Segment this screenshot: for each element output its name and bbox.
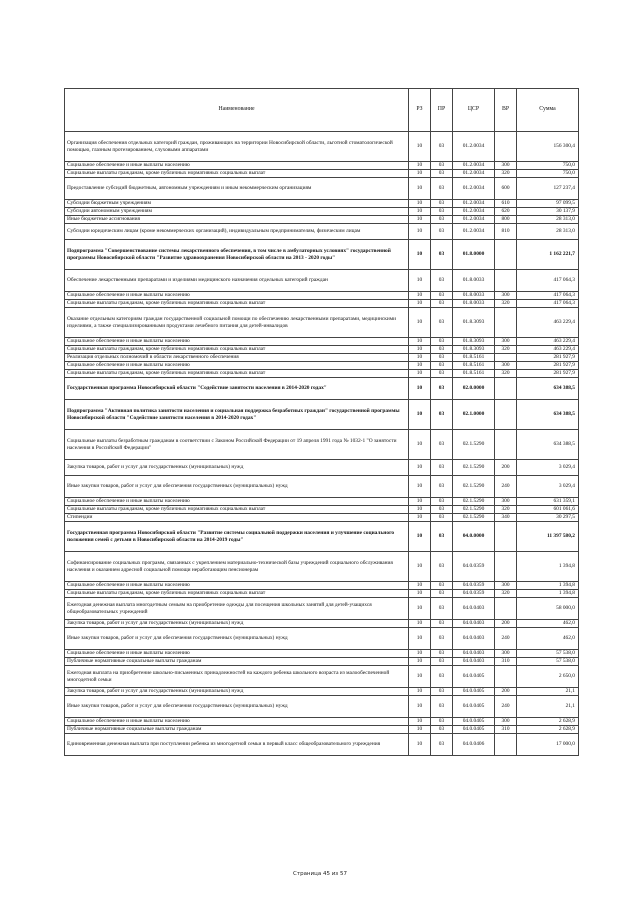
- cell-rz: 10: [409, 162, 431, 170]
- cell-rz: 10: [409, 476, 431, 498]
- table-row: [65, 292, 579, 300]
- table-row: [65, 620, 579, 628]
- cell-vr: [495, 400, 517, 430]
- cell-vr: 300: [495, 362, 517, 370]
- cell-pr: 03: [431, 308, 453, 338]
- cell-sum: 417 064,3: [517, 300, 579, 308]
- cell-sum: 750,0: [517, 162, 579, 170]
- cell-sum: 28 313,0: [517, 216, 579, 224]
- cell-vr: 600: [495, 178, 517, 200]
- table-row: [65, 200, 579, 208]
- table-body: [65, 132, 579, 756]
- cell-name: Закупка товаров, работ и услуг для государственных (муниципальных) нужд: [65, 688, 409, 696]
- table-row: [65, 666, 579, 688]
- cell-name: Закупка товаров, работ и услуг для государственных (муниципальных) нужд: [65, 620, 409, 628]
- cell-rz: 10: [409, 514, 431, 522]
- budget-table-container: [64, 88, 578, 756]
- table-row: [65, 688, 579, 696]
- cell-rz: 10: [409, 300, 431, 308]
- cell-pr: 03: [431, 726, 453, 734]
- cell-rz: 10: [409, 522, 431, 552]
- header-pr: ПР: [431, 89, 453, 132]
- cell-name: Субсидии юридическим лицам (кроме некоммерческих организаций), индивидуальным предпринимателям, физическим лицам: [65, 224, 409, 240]
- cell-name: Социальное обеспечение и иные выплаты населению: [65, 338, 409, 346]
- cell-sum: 1 394,8: [517, 552, 579, 582]
- cell-name: Софинансирование социальных программ, связанных с укреплением материально-технической базы учреждений социального обслуживания населения и оказанием адресной социальной помощи неработающим пенсионерам: [65, 552, 409, 582]
- cell-name: Социальные выплаты гражданам, кроме публичных нормативных социальных выплат: [65, 590, 409, 598]
- cell-rz: 10: [409, 688, 431, 696]
- cell-name: Иные закупки товаров, работ и услуг для обеспечения государственных (муниципальных) нужд: [65, 476, 409, 498]
- cell-csr: 01.2.0034: [453, 162, 495, 170]
- table-row: [65, 224, 579, 240]
- table-row: [65, 162, 579, 170]
- cell-vr: 300: [495, 338, 517, 346]
- cell-pr: 03: [431, 362, 453, 370]
- cell-vr: 300: [495, 650, 517, 658]
- cell-sum: 30 297,5: [517, 514, 579, 522]
- cell-sum: 127 237,4: [517, 178, 579, 200]
- cell-sum: 57 538,0: [517, 650, 579, 658]
- table-row: [65, 522, 579, 552]
- cell-name: Публичные нормативные социальные выплаты гражданам: [65, 658, 409, 666]
- cell-pr: 03: [431, 354, 453, 362]
- cell-vr: 240: [495, 476, 517, 498]
- cell-rz: 10: [409, 354, 431, 362]
- cell-name: Субсидии автономным учреждениям: [65, 208, 409, 216]
- table-row: [65, 430, 579, 460]
- cell-pr: 03: [431, 650, 453, 658]
- cell-name: Государственная программа Новосибирской области "Развитие системы социальной поддержки населения и улучшение социального положения семей с детьми в Новосибирской области на 2014-2019 годы": [65, 522, 409, 552]
- table-row: [65, 300, 579, 308]
- cell-csr: 01.8.5161: [453, 362, 495, 370]
- cell-sum: 631 359,1: [517, 498, 579, 506]
- cell-sum: 462,0: [517, 620, 579, 628]
- table-row: [65, 498, 579, 506]
- cell-csr: 04.0.0405: [453, 666, 495, 688]
- header-csr: ЦСР: [453, 89, 495, 132]
- cell-vr: 300: [495, 582, 517, 590]
- cell-sum: 21,1: [517, 688, 579, 696]
- cell-rz: 10: [409, 460, 431, 476]
- table-row: [65, 590, 579, 598]
- cell-pr: 03: [431, 696, 453, 718]
- cell-sum: 3 029,4: [517, 476, 579, 498]
- cell-csr: 01.8.0033: [453, 300, 495, 308]
- cell-sum: 2 628,9: [517, 718, 579, 726]
- cell-pr: 03: [431, 498, 453, 506]
- budget-table: [64, 88, 579, 756]
- cell-csr: 04.0.0403: [453, 598, 495, 620]
- cell-sum: 57 538,0: [517, 658, 579, 666]
- cell-name: Социальное обеспечение и иные выплаты населению: [65, 498, 409, 506]
- cell-csr: 01.2.0034: [453, 224, 495, 240]
- cell-vr: [495, 308, 517, 338]
- cell-sum: 463 229,4: [517, 308, 579, 338]
- cell-name: Организация обеспечения отдельных категорий граждан, проживающих на территории Новосибирской области, льготной стоматологической помощью, глазным протезированием, слуховыми аппаратами: [65, 132, 409, 162]
- cell-csr: 04.0.0000: [453, 522, 495, 552]
- cell-pr: 03: [431, 216, 453, 224]
- table-row: [65, 362, 579, 370]
- table-row: [65, 514, 579, 522]
- cell-vr: 300: [495, 292, 517, 300]
- table-row: [65, 208, 579, 216]
- cell-vr: 610: [495, 200, 517, 208]
- cell-pr: 03: [431, 552, 453, 582]
- cell-name: Социальное обеспечение и иные выплаты населению: [65, 162, 409, 170]
- cell-csr: 01.2.0034: [453, 170, 495, 178]
- table-row: [65, 582, 579, 590]
- cell-vr: [495, 598, 517, 620]
- cell-sum: 463 229,4: [517, 338, 579, 346]
- table-row: [65, 308, 579, 338]
- cell-vr: 320: [495, 370, 517, 378]
- cell-pr: 03: [431, 718, 453, 726]
- cell-csr: 02.1.5290: [453, 460, 495, 476]
- cell-rz: 10: [409, 338, 431, 346]
- cell-name: Ежегодная денежная выплата многодетным семьям на приобретение одежды для посещения школьных занятий для детей-учащихся общеобразовательных учреждений: [65, 598, 409, 620]
- cell-pr: 03: [431, 224, 453, 240]
- cell-pr: 03: [431, 734, 453, 756]
- cell-csr: 01.2.0034: [453, 216, 495, 224]
- table-row: [65, 696, 579, 718]
- cell-name: Предоставление субсидий бюджетным, автономным учреждениям и иным некоммерческим организациям: [65, 178, 409, 200]
- cell-rz: 10: [409, 200, 431, 208]
- cell-csr: 02.1.5290: [453, 430, 495, 460]
- cell-vr: 200: [495, 460, 517, 476]
- cell-vr: 620: [495, 208, 517, 216]
- cell-sum: 634 388,5: [517, 430, 579, 460]
- cell-name: Социальные выплаты гражданам, кроме публичных нормативных социальных выплат: [65, 300, 409, 308]
- cell-vr: [495, 270, 517, 292]
- cell-csr: 04.0.0405: [453, 696, 495, 718]
- cell-sum: 2 628,9: [517, 726, 579, 734]
- cell-vr: 320: [495, 506, 517, 514]
- cell-vr: [495, 378, 517, 400]
- cell-name: Социальные выплаты гражданам, кроме публичных нормативных социальных выплат: [65, 370, 409, 378]
- cell-vr: 320: [495, 346, 517, 354]
- cell-sum: 156 300,4: [517, 132, 579, 162]
- cell-name: Единовременная денежная выплата при поступлении ребенка из многодетной семьи в первый класс общеобразовательного учреждения: [65, 734, 409, 756]
- cell-name: Социальные выплаты безработным гражданам в соответствии с Законом Российской Федерации от 19 апреля 1991 года № 1032-1 "О занятости населения в Российской Федерации": [65, 430, 409, 460]
- cell-csr: 02.1.5290: [453, 476, 495, 498]
- cell-rz: 10: [409, 582, 431, 590]
- cell-rz: 10: [409, 598, 431, 620]
- cell-csr: 04.0.0403: [453, 620, 495, 628]
- cell-name: Иные закупки товаров, работ и услуг для обеспечения государственных (муниципальных) нужд: [65, 628, 409, 650]
- cell-vr: [495, 734, 517, 756]
- cell-vr: 320: [495, 170, 517, 178]
- cell-vr: 200: [495, 688, 517, 696]
- cell-name: Иные бюджетные ассигнования: [65, 216, 409, 224]
- cell-sum: 2 650,0: [517, 666, 579, 688]
- cell-csr: 01.8.3093: [453, 308, 495, 338]
- cell-rz: 10: [409, 400, 431, 430]
- cell-vr: 300: [495, 718, 517, 726]
- cell-vr: 300: [495, 162, 517, 170]
- cell-rz: 10: [409, 506, 431, 514]
- table-row: [65, 178, 579, 200]
- cell-sum: 1 394,8: [517, 590, 579, 598]
- cell-vr: 810: [495, 224, 517, 240]
- cell-sum: 462,0: [517, 628, 579, 650]
- cell-csr: 01.2.0034: [453, 178, 495, 200]
- cell-pr: 03: [431, 620, 453, 628]
- cell-rz: 10: [409, 734, 431, 756]
- cell-csr: 04.0.0403: [453, 628, 495, 650]
- cell-pr: 03: [431, 370, 453, 378]
- cell-pr: 03: [431, 270, 453, 292]
- cell-sum: 281 927,9: [517, 370, 579, 378]
- header-name: Наименование: [65, 89, 409, 132]
- cell-csr: 02.1.0000: [453, 400, 495, 430]
- table-row: [65, 338, 579, 346]
- table-row: [65, 132, 579, 162]
- cell-sum: 1 162 221,7: [517, 240, 579, 270]
- cell-sum: 97 099,5: [517, 200, 579, 208]
- cell-pr: 03: [431, 208, 453, 216]
- cell-sum: 3 029,4: [517, 460, 579, 476]
- cell-rz: 10: [409, 224, 431, 240]
- cell-sum: 28 313,0: [517, 224, 579, 240]
- table-row: [65, 734, 579, 756]
- table-row: [65, 170, 579, 178]
- cell-name: Государственная программа Новосибирской области "Содействие занятости населения в 2014-2020 годах": [65, 378, 409, 400]
- cell-rz: 10: [409, 666, 431, 688]
- cell-csr: 01.8.0000: [453, 240, 495, 270]
- cell-rz: 10: [409, 696, 431, 718]
- cell-pr: 03: [431, 338, 453, 346]
- cell-csr: 01.8.5161: [453, 370, 495, 378]
- cell-pr: 03: [431, 628, 453, 650]
- cell-rz: 10: [409, 178, 431, 200]
- table-row: [65, 400, 579, 430]
- cell-pr: 03: [431, 346, 453, 354]
- cell-csr: 04.0.0405: [453, 688, 495, 696]
- table-row: [65, 718, 579, 726]
- cell-sum: 601 061,6: [517, 506, 579, 514]
- table-row: [65, 270, 579, 292]
- cell-sum: 58 000,0: [517, 598, 579, 620]
- cell-csr: 02.0.0000: [453, 378, 495, 400]
- cell-pr: 03: [431, 292, 453, 300]
- table-row: [65, 598, 579, 620]
- cell-vr: [495, 430, 517, 460]
- cell-pr: 03: [431, 514, 453, 522]
- cell-pr: 03: [431, 582, 453, 590]
- cell-csr: 02.1.5290: [453, 506, 495, 514]
- cell-rz: 10: [409, 430, 431, 460]
- cell-pr: 03: [431, 430, 453, 460]
- cell-name: Социальные выплаты гражданам, кроме публичных нормативных социальных выплат: [65, 506, 409, 514]
- cell-pr: 03: [431, 400, 453, 430]
- cell-pr: 03: [431, 460, 453, 476]
- cell-vr: 240: [495, 628, 517, 650]
- cell-name: Социальное обеспечение и иные выплаты населению: [65, 582, 409, 590]
- cell-pr: 03: [431, 200, 453, 208]
- cell-pr: 03: [431, 506, 453, 514]
- cell-name: Реализация отдельных полномочий в области лекарственного обеспечения: [65, 354, 409, 362]
- cell-name: Иные закупки товаров, работ и услуг для обеспечения государственных (муниципальных) нужд: [65, 696, 409, 718]
- cell-pr: 03: [431, 666, 453, 688]
- cell-sum: 417 064,3: [517, 292, 579, 300]
- cell-rz: 10: [409, 292, 431, 300]
- cell-name: Субсидии бюджетным учреждениям: [65, 200, 409, 208]
- cell-csr: 01.8.3093: [453, 346, 495, 354]
- cell-name: Социальное обеспечение и иные выплаты населению: [65, 718, 409, 726]
- cell-vr: 800: [495, 216, 517, 224]
- cell-csr: 02.1.5290: [453, 514, 495, 522]
- cell-sum: 1 394,8: [517, 582, 579, 590]
- cell-vr: 340: [495, 514, 517, 522]
- cell-name: Закупка товаров, работ и услуг для государственных (муниципальных) нужд: [65, 460, 409, 476]
- cell-sum: 417 064,3: [517, 270, 579, 292]
- table-row: [65, 726, 579, 734]
- cell-rz: 10: [409, 216, 431, 224]
- cell-vr: 310: [495, 658, 517, 666]
- cell-csr: 01.2.0034: [453, 208, 495, 216]
- cell-sum: 21,1: [517, 696, 579, 718]
- header-vr: ВР: [495, 89, 517, 132]
- cell-name: Социальные выплаты гражданам, кроме публичных нормативных социальных выплат: [65, 346, 409, 354]
- cell-name: Ежегодная выплата на приобретение школьно-письменных принадлежностей на каждого ребенка школьного возраста из малообеспеченной многодетной семьи: [65, 666, 409, 688]
- cell-name: Социальное обеспечение и иные выплаты населению: [65, 292, 409, 300]
- cell-vr: 200: [495, 620, 517, 628]
- cell-vr: [495, 354, 517, 362]
- table-row: [65, 476, 579, 498]
- cell-name: Подпрограмма "Активная политика занятости населения и социальная поддержка безработных граждан" государственной программы Новосибирской области "Содействие занятости населения в 2014-2020 годах": [65, 400, 409, 430]
- cell-rz: 10: [409, 132, 431, 162]
- cell-pr: 03: [431, 476, 453, 498]
- cell-pr: 03: [431, 688, 453, 696]
- cell-csr: 04.0.0403: [453, 658, 495, 666]
- cell-name: Социальное обеспечение и иные выплаты населению: [65, 650, 409, 658]
- cell-sum: 750,0: [517, 170, 579, 178]
- cell-rz: 10: [409, 620, 431, 628]
- cell-rz: 10: [409, 552, 431, 582]
- table-row: [65, 240, 579, 270]
- cell-csr: 04.0.0405: [453, 718, 495, 726]
- cell-vr: [495, 552, 517, 582]
- cell-sum: 634 388,5: [517, 400, 579, 430]
- page-footer: Страница 45 из 57: [293, 871, 347, 877]
- cell-rz: 10: [409, 208, 431, 216]
- cell-vr: 310: [495, 726, 517, 734]
- cell-csr: 04.0.0359: [453, 590, 495, 598]
- cell-sum: 17 000,0: [517, 734, 579, 756]
- cell-rz: 10: [409, 498, 431, 506]
- cell-rz: 10: [409, 170, 431, 178]
- cell-csr: 04.0.0406: [453, 734, 495, 756]
- cell-name: Социальные выплаты гражданам, кроме публичных нормативных социальных выплат: [65, 170, 409, 178]
- cell-rz: 10: [409, 346, 431, 354]
- table-row: [65, 460, 579, 476]
- table-header-row: [65, 89, 579, 132]
- cell-name: Публичные нормативные социальные выплаты гражданам: [65, 726, 409, 734]
- cell-pr: 03: [431, 522, 453, 552]
- cell-rz: 10: [409, 590, 431, 598]
- cell-rz: 10: [409, 270, 431, 292]
- cell-csr: 04.0.0359: [453, 552, 495, 582]
- cell-csr: 04.0.0403: [453, 650, 495, 658]
- cell-rz: 10: [409, 650, 431, 658]
- cell-csr: 04.0.0405: [453, 726, 495, 734]
- table-row: [65, 506, 579, 514]
- cell-name: Социальное обеспечение и иные выплаты населению: [65, 362, 409, 370]
- cell-pr: 03: [431, 178, 453, 200]
- cell-sum: 11 397 580,2: [517, 522, 579, 552]
- cell-sum: 281 927,9: [517, 354, 579, 362]
- cell-vr: 240: [495, 696, 517, 718]
- cell-sum: 634 388,5: [517, 378, 579, 400]
- cell-rz: 10: [409, 378, 431, 400]
- cell-sum: 463 229,4: [517, 346, 579, 354]
- header-rz: РЗ: [409, 89, 431, 132]
- cell-rz: 10: [409, 718, 431, 726]
- cell-name: Подпрограмма "Совершенствование системы лекарственного обеспечения, в том числе в амбулаторных условиях" государственной программы Новосибирской области "Развитие здравоохранения Новосибирской области на 2013 - 2020 годы": [65, 240, 409, 270]
- table-row: [65, 628, 579, 650]
- cell-csr: 04.0.0359: [453, 582, 495, 590]
- cell-vr: 320: [495, 590, 517, 598]
- cell-name: Обеспечение лекарственными препаратами и изделиями медицинского назначения отдельных категорий граждан: [65, 270, 409, 292]
- cell-rz: 10: [409, 726, 431, 734]
- table-row: [65, 354, 579, 362]
- cell-rz: 10: [409, 362, 431, 370]
- cell-vr: [495, 522, 517, 552]
- cell-name: Стипендии: [65, 514, 409, 522]
- cell-pr: 03: [431, 300, 453, 308]
- cell-rz: 10: [409, 308, 431, 338]
- cell-pr: 03: [431, 162, 453, 170]
- cell-sum: 281 927,9: [517, 362, 579, 370]
- cell-sum: 30 137,9: [517, 208, 579, 216]
- cell-csr: 02.1.5290: [453, 498, 495, 506]
- cell-csr: 01.8.3093: [453, 338, 495, 346]
- table-row: [65, 370, 579, 378]
- cell-rz: 10: [409, 240, 431, 270]
- cell-vr: 320: [495, 300, 517, 308]
- table-row: [65, 346, 579, 354]
- cell-pr: 03: [431, 240, 453, 270]
- header-sum: Сумма: [517, 89, 579, 132]
- cell-pr: 03: [431, 590, 453, 598]
- cell-pr: 03: [431, 132, 453, 162]
- cell-csr: 01.8.0033: [453, 270, 495, 292]
- cell-pr: 03: [431, 598, 453, 620]
- cell-vr: [495, 132, 517, 162]
- cell-pr: 03: [431, 658, 453, 666]
- cell-name: Оказание отдельным категориям граждан государственной социальной помощи по обеспечению лекарственными препаратами, медицинскими изделиями, а также специализированными продуктами лечебного питания для детей-инвалидов: [65, 308, 409, 338]
- table-row: [65, 650, 579, 658]
- cell-csr: 01.2.0034: [453, 200, 495, 208]
- cell-vr: [495, 666, 517, 688]
- cell-csr: 01.8.5161: [453, 354, 495, 362]
- cell-pr: 03: [431, 378, 453, 400]
- cell-vr: [495, 240, 517, 270]
- cell-rz: 10: [409, 628, 431, 650]
- cell-pr: 03: [431, 170, 453, 178]
- table-row: [65, 658, 579, 666]
- cell-csr: 01.2.0034: [453, 132, 495, 162]
- table-row: [65, 216, 579, 224]
- cell-csr: 01.8.0033: [453, 292, 495, 300]
- table-row: [65, 552, 579, 582]
- table-row: [65, 378, 579, 400]
- cell-rz: 10: [409, 658, 431, 666]
- cell-vr: 300: [495, 498, 517, 506]
- cell-rz: 10: [409, 370, 431, 378]
